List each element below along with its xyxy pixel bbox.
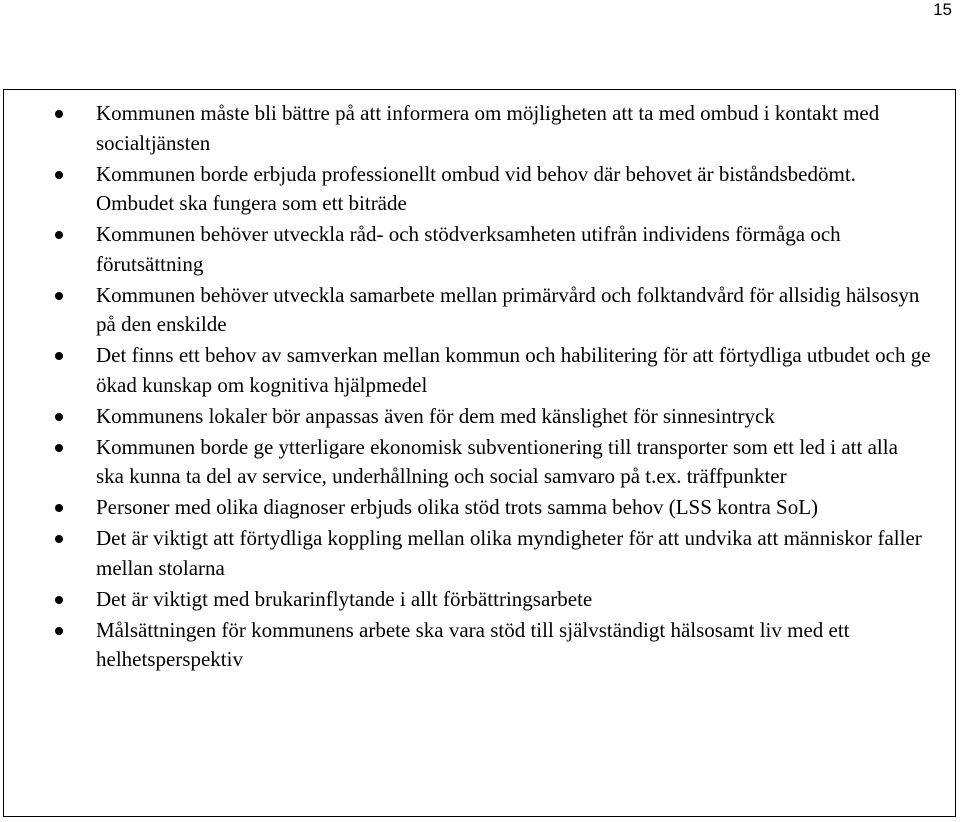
bullet-list bbox=[4, 99, 955, 676]
page-number: 15 bbox=[933, 0, 952, 19]
bullet-icon bbox=[55, 352, 63, 360]
list-item-text: Kommunens lokaler bör anpassas även för dem med känslighet för sinnesintryck bbox=[96, 403, 775, 428]
list-item-text: Det finns ett behov av samverkan mellan kommun och habilitering för att förtydliga utbudet och ge ökad kunskap om kognitiva hjälpmedel bbox=[96, 343, 931, 397]
bullet-icon bbox=[55, 627, 63, 635]
bullet-icon bbox=[55, 413, 63, 421]
list-item-text: Personer med olika diagnoser erbjuds olika stöd trots samma behov (LSS kontra SoL) bbox=[96, 495, 819, 519]
list-item-text: Kommunen borde erbjuda professionellt ombud vid behov där behovet är biståndsbedömt. Ombudet ska fungera som ett biträde bbox=[96, 161, 856, 215]
bullet-icon bbox=[55, 596, 63, 604]
list-item-text: Kommunen behöver utveckla samarbete mellan primärvård och folktandvård för allsidig hälsosyn på den enskilde bbox=[96, 282, 920, 336]
bullet-icon bbox=[55, 231, 63, 239]
list-item-text: Det är viktigt att förtydliga koppling mellan olika myndigheter för att undvika att människor faller mellan stolarna bbox=[96, 526, 922, 580]
list-item-text: Kommunen borde ge ytterligare ekonomisk subventionering till transporter som ett led i att alla ska kunna ta del av service, underhållning och social samvaro på t.ex. träffpunkter bbox=[96, 434, 898, 488]
list-item bbox=[4, 160, 955, 219]
bullet-icon bbox=[55, 110, 63, 118]
list-item bbox=[4, 341, 955, 400]
list-item bbox=[4, 433, 955, 492]
bullet-icon bbox=[55, 171, 63, 179]
list-item bbox=[4, 493, 955, 523]
bullet-icon bbox=[55, 535, 63, 543]
list-item bbox=[4, 585, 955, 615]
list-item bbox=[4, 99, 955, 158]
bullet-icon bbox=[55, 292, 63, 300]
list-item-text: Kommunen behöver utveckla råd- och stödverksamheten utifrån individens förmåga och förutsättning bbox=[96, 222, 841, 276]
list-item bbox=[4, 616, 955, 675]
bullet-icon bbox=[55, 444, 63, 452]
list-item bbox=[4, 281, 955, 340]
list-item bbox=[4, 402, 955, 432]
content-box bbox=[3, 89, 956, 817]
list-item-text: Kommunen måste bli bättre på att informera om möjligheten att ta med ombud i kontakt med socialtjänsten bbox=[96, 101, 880, 155]
bullet-icon bbox=[55, 504, 63, 512]
list-item bbox=[4, 524, 955, 583]
list-item-text: Det är viktigt med brukarinflytande i allt förbättringsarbete bbox=[96, 586, 593, 611]
list-item bbox=[4, 220, 955, 279]
list-item-text: Målsättningen för kommunens arbete ska vara stöd till självständigt hälsosamt liv med ett helhetsperspektiv bbox=[96, 617, 850, 671]
